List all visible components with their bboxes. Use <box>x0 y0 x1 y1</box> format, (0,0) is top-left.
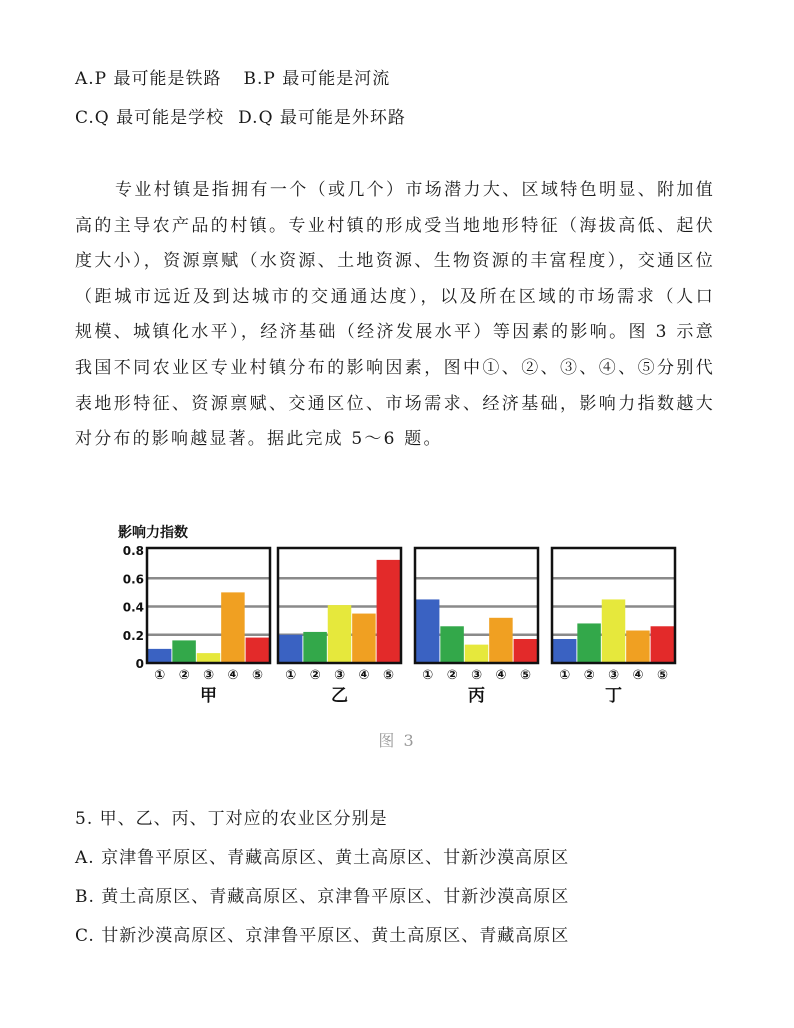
x-tick-label: ③ <box>607 668 620 683</box>
x-tick-label: ④ <box>358 668 370 683</box>
bar <box>514 639 538 663</box>
influence-index-chart <box>110 520 680 710</box>
chart-panel <box>552 548 675 706</box>
x-tick-label: ① <box>285 668 297 683</box>
question-5-option-c: C. 甘新沙漠高原区、京津鲁平原区、黄土高原区、青藏高原区 <box>75 926 570 946</box>
y-ticks <box>123 544 144 671</box>
x-tick-label: ④ <box>227 668 239 683</box>
bar <box>440 626 464 663</box>
chart-panel <box>278 548 401 706</box>
chart-panel <box>147 548 270 706</box>
x-tick-label: ⑤ <box>382 668 394 683</box>
question-5-option-b: B. 黄土高原区、青藏高原区、京津鲁平原区、甘新沙漠高原区 <box>75 887 570 907</box>
bar <box>148 649 172 663</box>
x-tick-label: ⑤ <box>656 668 668 683</box>
option-b: B.P 最可能是河流 <box>243 69 391 89</box>
bar <box>489 618 512 663</box>
chart-panel <box>415 548 538 706</box>
bar <box>602 599 626 663</box>
panel-name: 甲 <box>200 686 217 706</box>
panel-name: 乙 <box>331 686 348 706</box>
x-tick-label: ② <box>446 668 458 683</box>
option-d: D.Q 最可能是外环路 <box>238 108 406 128</box>
passage <box>75 173 715 458</box>
options-row-1 <box>75 64 390 89</box>
x-tick-label: ④ <box>495 668 507 683</box>
question-5-option-a: A. 京津鲁平原区、青藏高原区、黄土高原区、甘新沙漠高原区 <box>75 848 570 868</box>
bar <box>577 623 601 663</box>
bar <box>553 639 577 663</box>
passage-text: 专业村镇是指拥有一个（或几个）市场潜力大、区域特色明显、附加值高的主导农产品的村镇。专业村镇的形成受当地地形特征（海拔高低、起伏度大小），资源禀赋（水资源、土地资源、生物资源的丰富程度），交通区位（距城市远近及到达城市的交通通达度），以及所在区域的市场需求（人口规模、城镇化水平），经济基础（经济发展水平）等因素的影响。图 3 示意我国不同农业区专业村镇分布的影响因素，图中①、②、③、④、⑤分别代表地形特征、资源禀赋、交通区位、市场需求、经济基础，影响力指数越大对分布的影响越显著。据此完成 5～6 题。 <box>75 180 715 450</box>
x-tick-label: ② <box>583 668 595 683</box>
bar <box>246 638 269 663</box>
bar <box>377 560 401 663</box>
x-tick-label: ② <box>309 668 321 683</box>
x-tick-label: ② <box>178 668 190 683</box>
x-tick-label: ③ <box>202 668 215 683</box>
panel-name: 丁 <box>605 686 622 706</box>
question-5-stem: 5. 甲、乙、丙、丁对应的农业区分别是 <box>75 809 388 829</box>
x-tick-label: ⑤ <box>519 668 531 683</box>
options-row-2 <box>75 103 406 128</box>
bar <box>352 614 376 663</box>
bar <box>328 605 352 663</box>
y-tick-label: 0.6 <box>122 572 144 587</box>
x-tick-label: ① <box>422 668 434 683</box>
x-tick-label: ③ <box>470 668 483 683</box>
chart-panels <box>147 548 675 706</box>
bar <box>172 640 196 663</box>
y-tick-label: 0.2 <box>122 628 144 643</box>
bar <box>279 635 303 663</box>
x-tick-label: ① <box>154 668 166 683</box>
y-tick-label: 0.8 <box>122 544 144 558</box>
bar <box>221 592 245 663</box>
x-tick-label: ① <box>559 668 571 683</box>
y-tick-label: 0 <box>135 657 144 671</box>
bar <box>465 645 489 663</box>
x-tick-label: ⑤ <box>251 668 263 683</box>
bar <box>303 632 327 663</box>
bar <box>626 631 650 663</box>
option-c: C.Q 最可能是学校 <box>75 108 225 128</box>
panel-name: 丙 <box>468 686 485 706</box>
y-tick-label: 0.4 <box>122 600 144 615</box>
y-axis-label: 影响力指数 <box>118 525 188 541</box>
bar <box>651 626 675 663</box>
figure-caption: 图 3 <box>378 731 416 750</box>
x-tick-label: ③ <box>333 668 346 683</box>
x-tick-label: ④ <box>632 668 644 683</box>
bar <box>197 653 221 663</box>
bar <box>416 599 440 663</box>
option-a: A.P 最可能是铁路 <box>75 69 222 89</box>
